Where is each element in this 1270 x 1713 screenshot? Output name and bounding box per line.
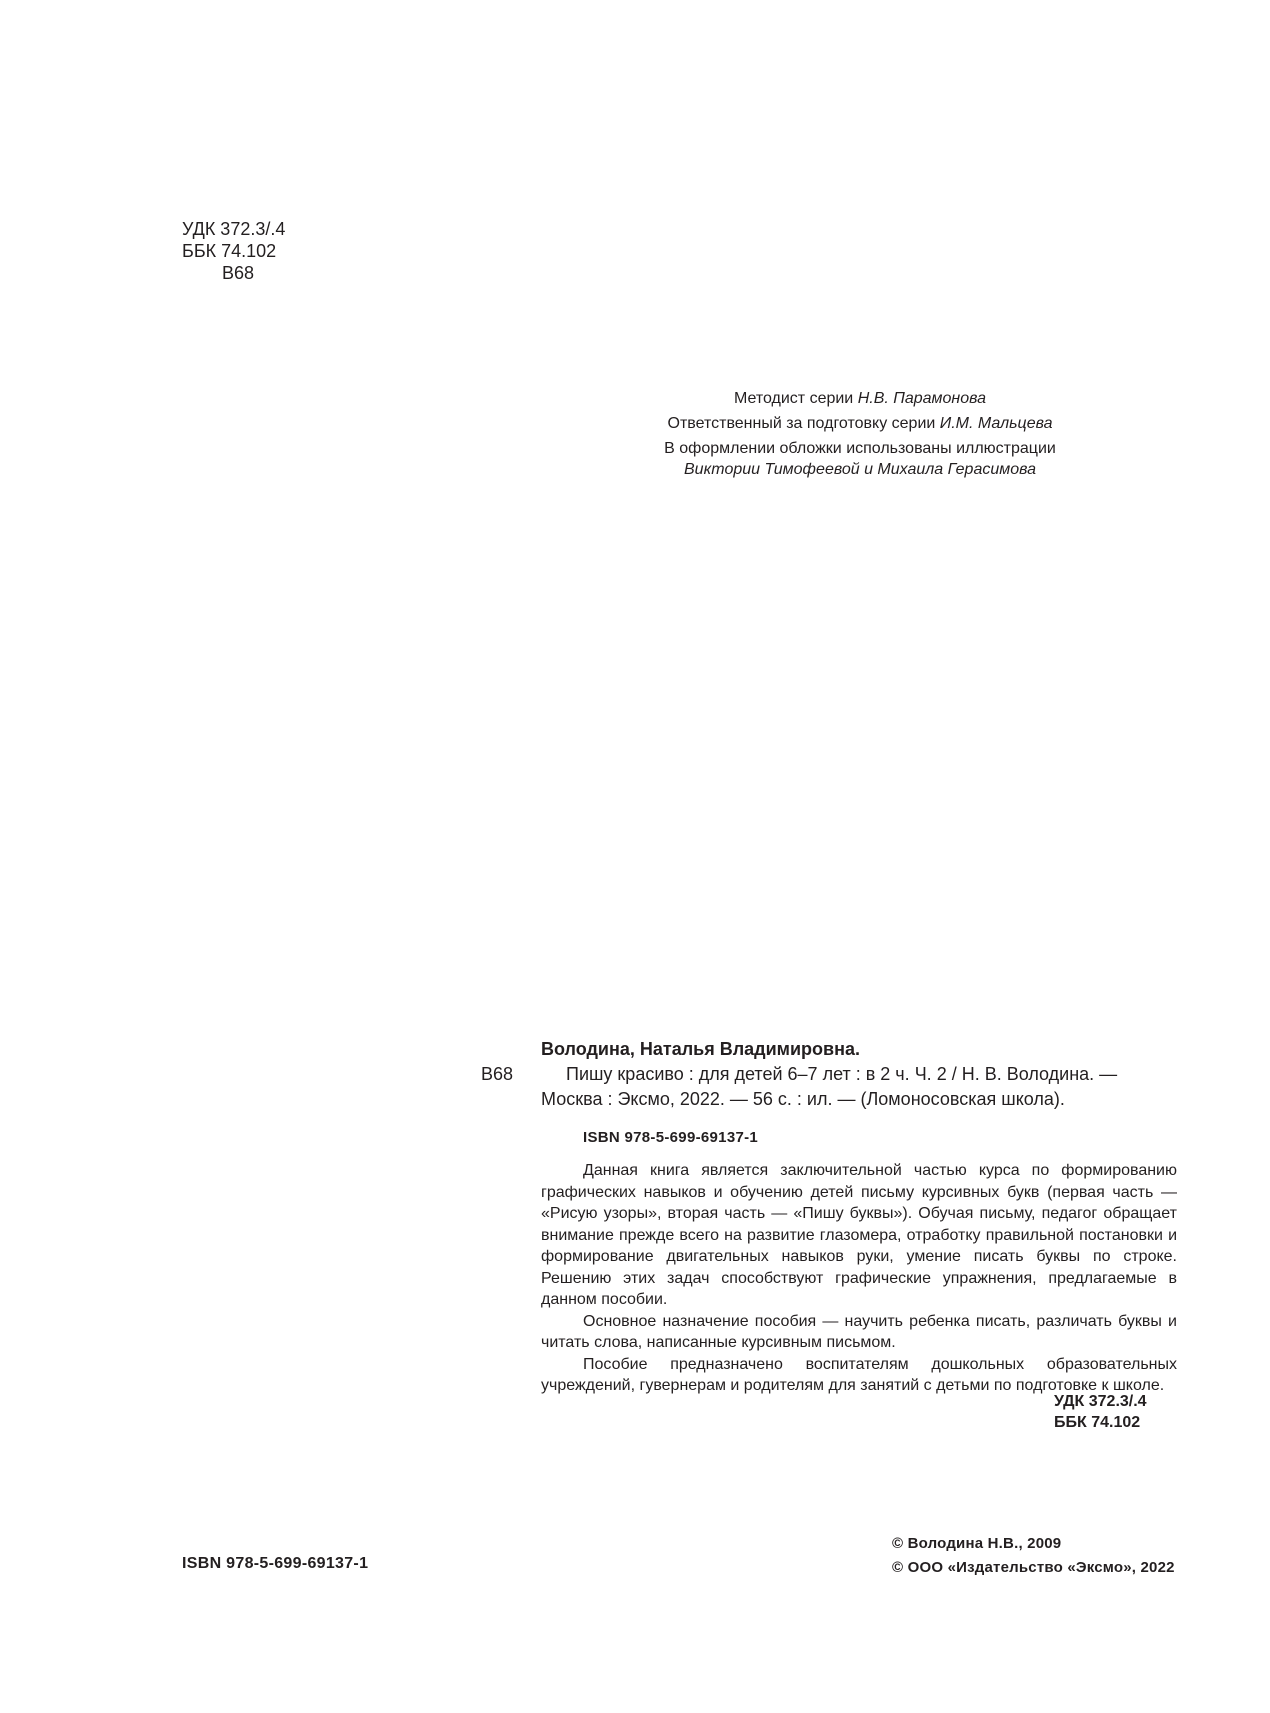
record-author: Володина, Наталья Владимировна. [541,1039,860,1059]
responsible-name: И.М. Мальцева [939,415,1053,432]
responsible-credit [620,413,1100,434]
record-isbn: ISBN 978-5-699-69137-1 [583,1129,759,1146]
record-title-line-1: Пишу красиво : для детей 6–7 лет : в 2 ч. Ч. 2 / Н. В. Володина. — [566,1064,1118,1084]
bbk-code: ББК 74.102 [182,241,277,261]
abstract-paragraph: Пособие предназначено воспитателям дошкольных образовательных учреждений, гувернерам и родителям для занятий с детьми по подготовке к школе. [541,1355,1177,1394]
record-author-sign: В68 [481,1064,514,1084]
footer-isbn: ISBN 978-5-699-69137-1 [182,1555,369,1572]
bibliographic-record [541,1037,1177,1112]
cover-label: В оформлении обложки использованы иллюстрации [664,440,1056,457]
series-credits [620,388,1100,480]
udk-code: УДК 372.3/.4 [182,219,286,239]
copyright-author: © Володина Н.В., 2009 [892,1535,1062,1552]
cover-illustrators: Виктории Тимофеевой и Михаила Герасимова [684,461,1036,478]
abstract-paragraph: Данная книга является заключительной частью курса по формированию графических навыков и обучению детей письму курсивных букв (первая часть — «Рисую узоры», вторая часть — «Пишу буквы»). Обучая письму, педагог обращает внимание прежде всего на развитие глазомера, отработку правильной постановки и формирование двигательных навыков руки, умение писать буквы по строке. Решению этих задач способствуют графические упражнения, предлагаемые в данном пособии. [541,1162,1177,1308]
author-sign: В68 [222,263,255,283]
responsible-label: Ответственный за подготовку серии [667,415,936,432]
udk-code-bottom: УДК 372.3/.4 [1054,1393,1147,1410]
bbk-code-bottom: ББК 74.102 [1054,1414,1141,1431]
cover-credit [620,438,1100,480]
copyright-block [892,1532,1175,1580]
bottom-classification-codes [1054,1391,1147,1433]
methodist-name: Н.В. Парамонова [857,390,987,407]
methodist-label: Методист серии [733,390,854,407]
record-title-line-2: Москва : Эксмо, 2022. — 56 с. : ил. — (Ломоносовская школа). [541,1089,1065,1109]
book-abstract [541,1160,1177,1397]
top-classification-codes [182,218,285,284]
abstract-paragraph: Основное назначение пособия — научить ребенка писать, различать буквы и читать слова, написанные курсивным письмом. [541,1312,1177,1351]
copyright-publisher: © ООО «Издательство «Эксмо», 2022 [892,1559,1175,1576]
methodist-credit [620,388,1100,409]
